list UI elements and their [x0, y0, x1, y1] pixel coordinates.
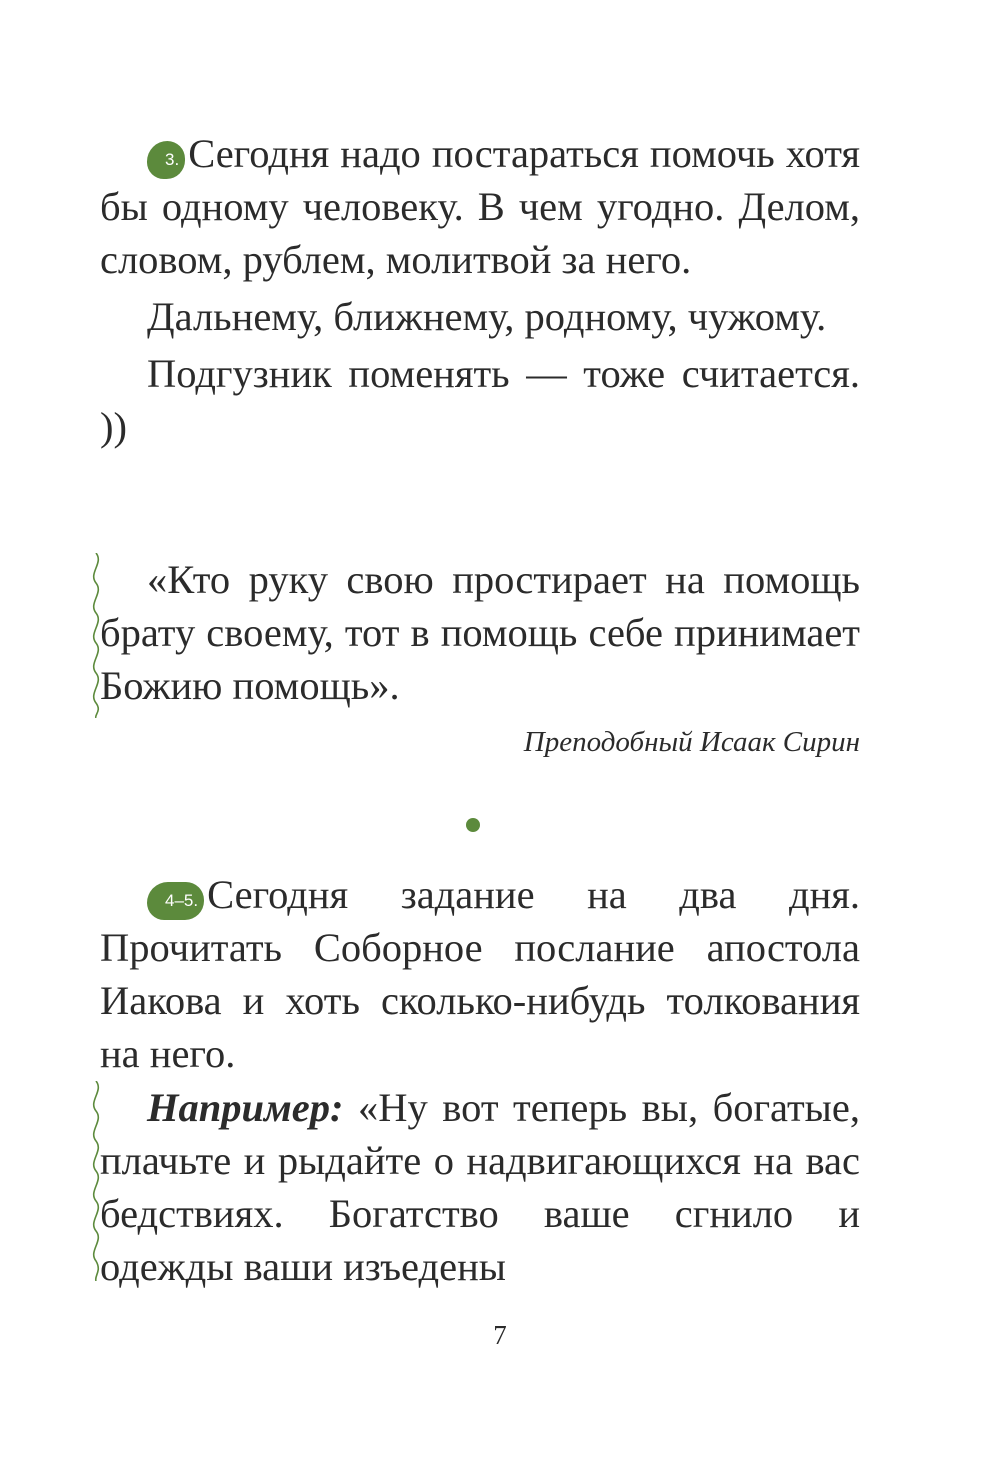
day-4-5-paragraph-1 [100, 868, 860, 1080]
dot-icon [466, 818, 480, 832]
day-3-paragraph-1 [100, 127, 860, 286]
quote-block-1 [100, 553, 860, 762]
day-4-5-badge: 4–5. [147, 882, 204, 920]
day-3-section [100, 127, 860, 453]
day-3-text-1: Сегодня надо постараться помочь хотя бы одному человеку. В чем угодно. Делом, словом, рублем, молитвой за него. [100, 131, 860, 282]
quote-2-lead: Например: [147, 1085, 344, 1130]
day-3-paragraph-2: Дальнему, ближнему, родному, чужому. [147, 294, 827, 339]
page-number: 7 [493, 1320, 507, 1350]
quote-2-text [100, 1081, 860, 1293]
quote-1-text: «Кто руку свою простирает на помощь брату своему, тот в помощь себе принимает Божию помощь». [100, 557, 860, 708]
day-3-paragraph-3: Подгузник поменять — тоже считается. )) [100, 351, 860, 449]
day-3-badge: 3. [147, 141, 185, 179]
quote-1-attribution: Преподобный Исаак Сирин [523, 726, 860, 758]
day-4-5-text-1: Сегодня задание на два дня. Прочитать Соборное послание апостола Иакова и хоть сколько-нибудь толкования на него. [100, 872, 860, 1076]
quote-block-2 [100, 1081, 860, 1293]
day-4-5-section [100, 868, 860, 1080]
quote-2-body: «Ну вот теперь вы, богатые, плачьте и рыдайте о надвигающихся на вас бедствиях. Богатство ваше сгнило и одежды ваши изъедены [100, 1085, 860, 1289]
squiggle-line-icon [90, 553, 110, 718]
squiggle-line-icon [90, 1081, 110, 1281]
